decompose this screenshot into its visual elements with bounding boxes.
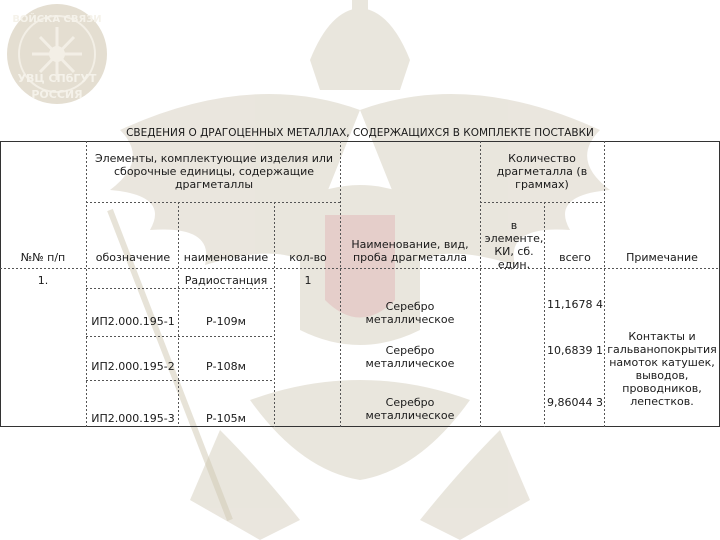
svg-text:УВЦ СПбГУТ: УВЦ СПбГУТ bbox=[17, 72, 97, 85]
header-col-total: всего bbox=[559, 251, 591, 264]
row-2-metal: Серебро металлическое bbox=[365, 300, 455, 326]
page-title: СВЕДЕНИЯ О ДРАГОЦЕННЫХ МЕТАЛЛАХ, СОДЕРЖАЩИХСЯ В КОМПЛЕКТЕ ПОСТАВКИ bbox=[126, 127, 594, 139]
row-4-total: 9,86044 3 bbox=[547, 396, 603, 409]
row-1-count: 1 bbox=[304, 274, 312, 287]
row-3-total: 10,6839 1 bbox=[547, 344, 603, 357]
header-col-name: наименование bbox=[183, 251, 269, 264]
row-3-name: Р-108м bbox=[206, 360, 246, 373]
header-quantity-group: Количество драгметалла (в граммах) bbox=[496, 152, 588, 191]
header-col-per-unit: в элементе, КИ, сб. един. bbox=[484, 219, 544, 271]
header-col-count: кол-во bbox=[289, 251, 327, 264]
header-col-number: №№ п/п bbox=[20, 251, 66, 264]
svg-text:РОССИЯ: РОССИЯ bbox=[31, 88, 83, 101]
row-1-name: Радиостанция bbox=[184, 274, 268, 287]
header-col-note: Примечание bbox=[626, 251, 698, 264]
row-4-metal: Серебро металлическое bbox=[365, 396, 455, 422]
header-col-metal: Наименование, вид, проба драгметалла bbox=[351, 238, 469, 264]
row-4-designation: ИП2.000.195-3 bbox=[91, 412, 175, 425]
header-col-designation: обозначение bbox=[95, 251, 171, 264]
row-1-number: 1. bbox=[37, 274, 49, 287]
row-2-designation: ИП2.000.195-1 bbox=[91, 315, 175, 328]
row-4-name: Р-105м bbox=[206, 412, 246, 425]
row-2-name: Р-109м bbox=[206, 315, 246, 328]
svg-text:ВОЙСКА СВЯЗИ: ВОЙСКА СВЯЗИ bbox=[12, 14, 102, 25]
row-3-metal: Серебро металлическое bbox=[365, 344, 455, 370]
row-2-total: 11,1678 4 bbox=[547, 298, 603, 311]
row-3-designation: ИП2.000.195-2 bbox=[91, 360, 175, 373]
header-elements-group: Элементы, комплектующие изделия или сборочные единицы, содержащие драгметаллы bbox=[94, 152, 334, 191]
note-cell: Контакты и гальванопокрытия намоток катушек, выводов, проводников, лепестков. bbox=[607, 330, 717, 408]
